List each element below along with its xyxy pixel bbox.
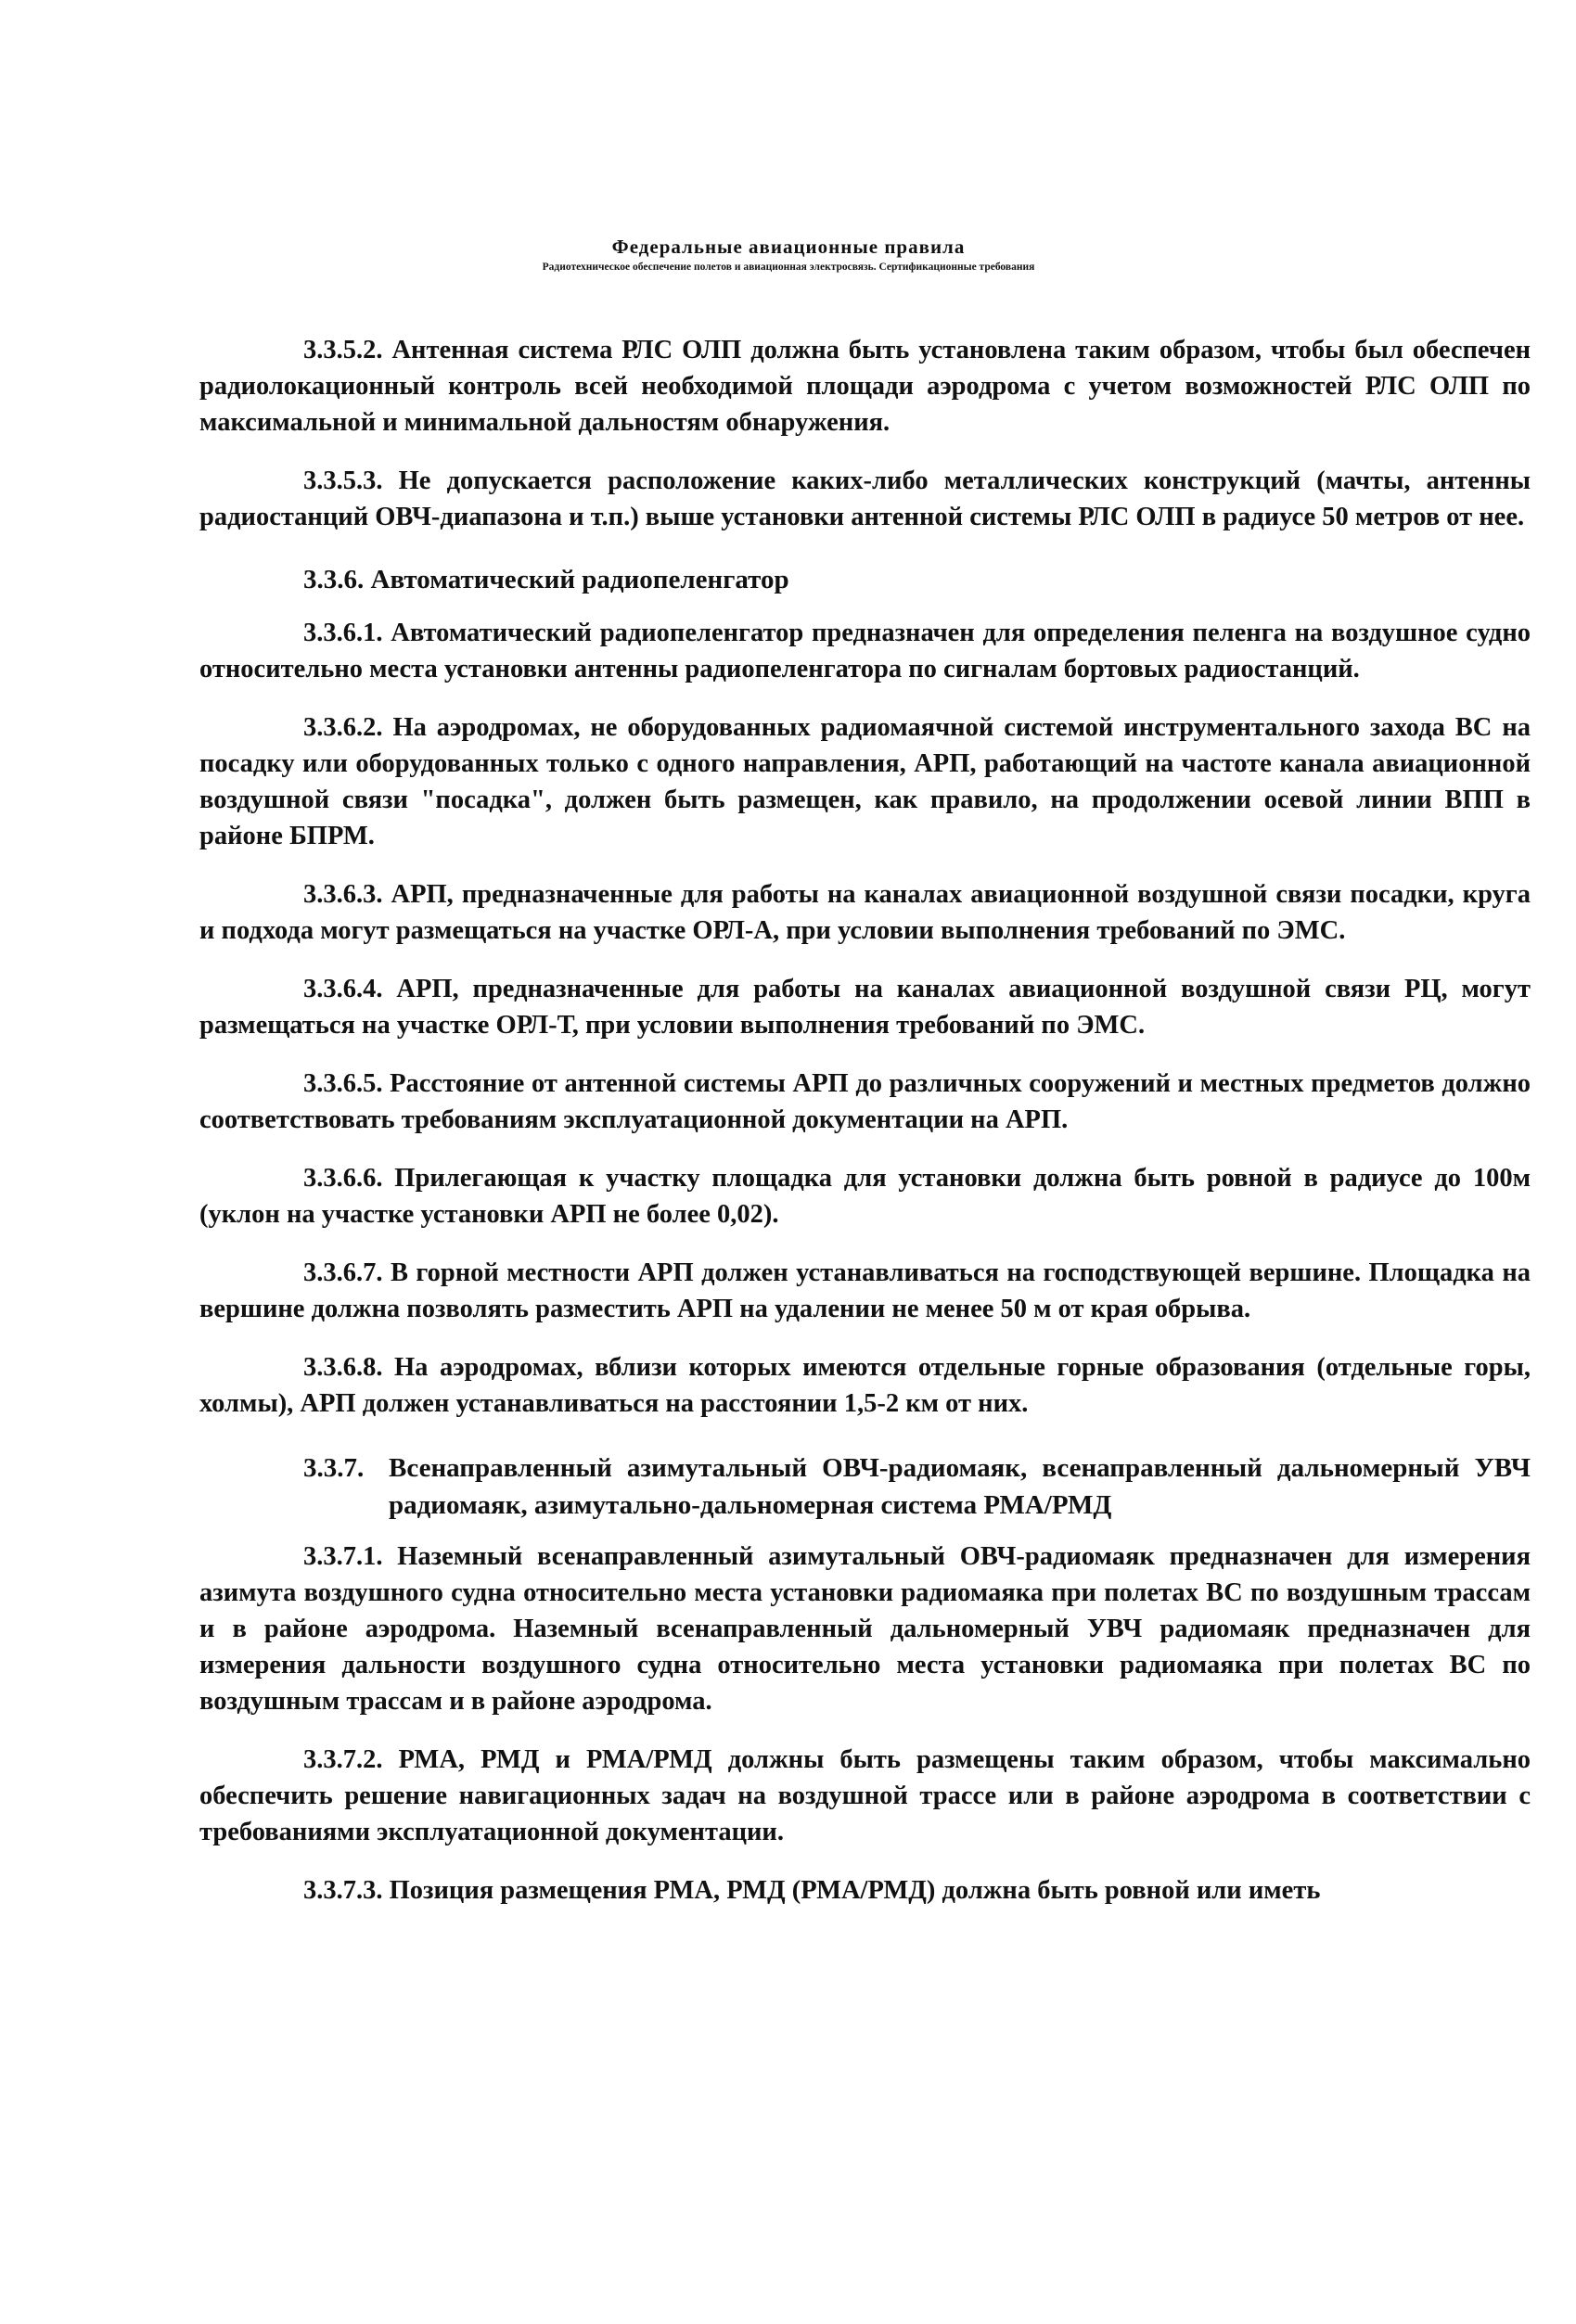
paragraph-3-3-6-6 [199,1160,1531,1232]
paragraph-3-3-7-2 [199,1742,1531,1850]
heading-number: 3.3.7. [303,1453,365,1483]
paragraph-text: Расстояние от антенной системы АРП до различных сооружений и местных предметов должно соответствовать требованиям эксплуатационной документации на АРП. [199,1069,1531,1134]
paragraph-number: 3.3.5.3. [303,466,383,495]
paragraph-text: Антенная система РЛС ОЛП должна быть установлена таким образом, чтобы был обеспечен радиолокационный контроль всей необходимой площади аэродрома с учетом возможностей РЛС ОЛП по максимальной и минимальной дальностям обнаружения. [199,336,1531,437]
paragraph-number: 3.3.7.3. [303,1876,383,1905]
paragraph-text: На аэродромах, вблизи которых имеются отдельные горные образования (отдельные горы, холмы), АРП должен устанавливаться на расстоянии 1,5-2 км от них. [199,1353,1531,1418]
paragraph-3-3-7-1 [199,1539,1531,1719]
paragraph-3-3-6-5 [199,1066,1531,1138]
heading-number: 3.3.6. [303,565,365,594]
paragraph-text: В горной местности АРП должен устанавливаться на господствующей вершине. Площадка на вершине должна позволять разместить АРП на удалении не менее 50 м от края обрыва. [199,1258,1531,1323]
paragraph-3-3-7-3 [199,1872,1531,1909]
paragraph-number: 3.3.7.1. [303,1542,383,1571]
paragraph-number: 3.3.6.7. [303,1258,383,1287]
paragraph-number: 3.3.6.6. [303,1164,383,1193]
paragraph-3-3-6-2 [199,709,1531,854]
paragraph-text: АРП, предназначенные для работы на каналах авиационной воздушной связи посадки, круга и подхода могут размещаться на участке ОРЛ-А, при условии выполнения требований по ЭМС. [199,880,1531,945]
paragraph-number: 3.3.6.1. [303,619,383,647]
paragraph-text: Прилегающая к участку площадка для установки должна быть ровной в радиусе до 100м (уклон на участке установки АРП не более 0,02). [199,1164,1531,1229]
paragraph-text: Не допускается расположение каких-либо металлических конструкций (мачты, антенны радиостанций ОВЧ-диапазона и т.п.) выше установки антенной системы РЛС ОЛП в радиусе 50 метров от нее. [199,466,1531,531]
paragraph-text: АРП, предназначенные для работы на каналах авиационной воздушной связи РЦ, могут размещаться на участке ОРЛ-Т, при условии выполнения требований по ЭМС. [199,975,1531,1040]
paragraph-3-3-6-8 [199,1349,1531,1422]
paragraph-3-3-5-2 [199,332,1531,441]
paragraph-3-3-6-4 [199,971,1531,1043]
paragraph-3-3-6-7 [199,1255,1531,1327]
paragraph-3-3-6-1 [199,615,1531,687]
paragraph-number: 3.3.6.2. [303,713,383,742]
paragraph-text: Наземный всенаправленный азимутальный ОВЧ-радиомаяк предназначен для измерения азимута воздушного судна относительно места установки радиомаяка при полетах ВС по воздушным трассам и в районе аэродрома. Наземный всенаправленный дальномерный УВЧ радиомаяк предназначен для измерения дальности воздушного судна относительно места установки радиомаяка при полетах ВС по воздушным трассам и в районе аэродрома. [199,1542,1531,1716]
paragraph-number: 3.3.6.5. [303,1069,383,1098]
section-heading-3-3-6 [303,561,1531,598]
paragraph-number: 3.3.6.8. [303,1353,383,1382]
paragraph-text: Позиция размещения РМА, РМД (РМА/РМД) должна быть ровной или иметь [389,1876,1321,1905]
paragraph-number: 3.3.7.2. [303,1745,383,1774]
paragraph-3-3-5-3 [199,463,1531,535]
header-title: Федеральные авиационные правила [611,236,966,258]
paragraph-3-3-6-3 [199,876,1531,949]
heading-text: Автоматический радиопеленгатор [370,565,789,594]
paragraph-text: РМА, РМД и РМА/РМД должны быть размещены таким образом, чтобы максимально обеспечить решение навигационных задач на воздушной трассе или в районе аэродрома в соответствии с требованиями эксплуатационной документации. [199,1745,1531,1846]
paragraph-number: 3.3.6.3. [303,880,383,909]
section-heading-3-3-7 [303,1449,1531,1524]
heading-text: Всенаправленный азимутальный ОВЧ-радиомаяк, всенаправленный дальномерный УВЧ радиомаяк, азимутально-дальномерная система РМА/РМД [389,1453,1531,1520]
document-body [199,332,1531,1931]
paragraph-text: На аэродромах, не оборудованных радиомаячной системой инструментального захода ВС на посадку или оборудованных только с одного направления, АРП, работающий на частоте канала авиационной воздушной связи "посадка", должен быть размещен, как правило, на продолжении осевой линии ВПП в районе БПРМ. [199,713,1531,850]
header-subtitle: Радиотехническое обеспечение полетов и авиационная электросвязь. Сертификационные требования [542,262,1035,273]
paragraph-text: Автоматический радиопеленгатор предназначен для определения пеленга на воздушное судно относительно места установки антенны радиопеленгатора по сигналам бортовых радиостанций. [199,619,1531,683]
paragraph-number: 3.3.5.2. [303,336,383,364]
running-header [278,234,1299,275]
paragraph-number: 3.3.6.4. [303,975,383,1003]
